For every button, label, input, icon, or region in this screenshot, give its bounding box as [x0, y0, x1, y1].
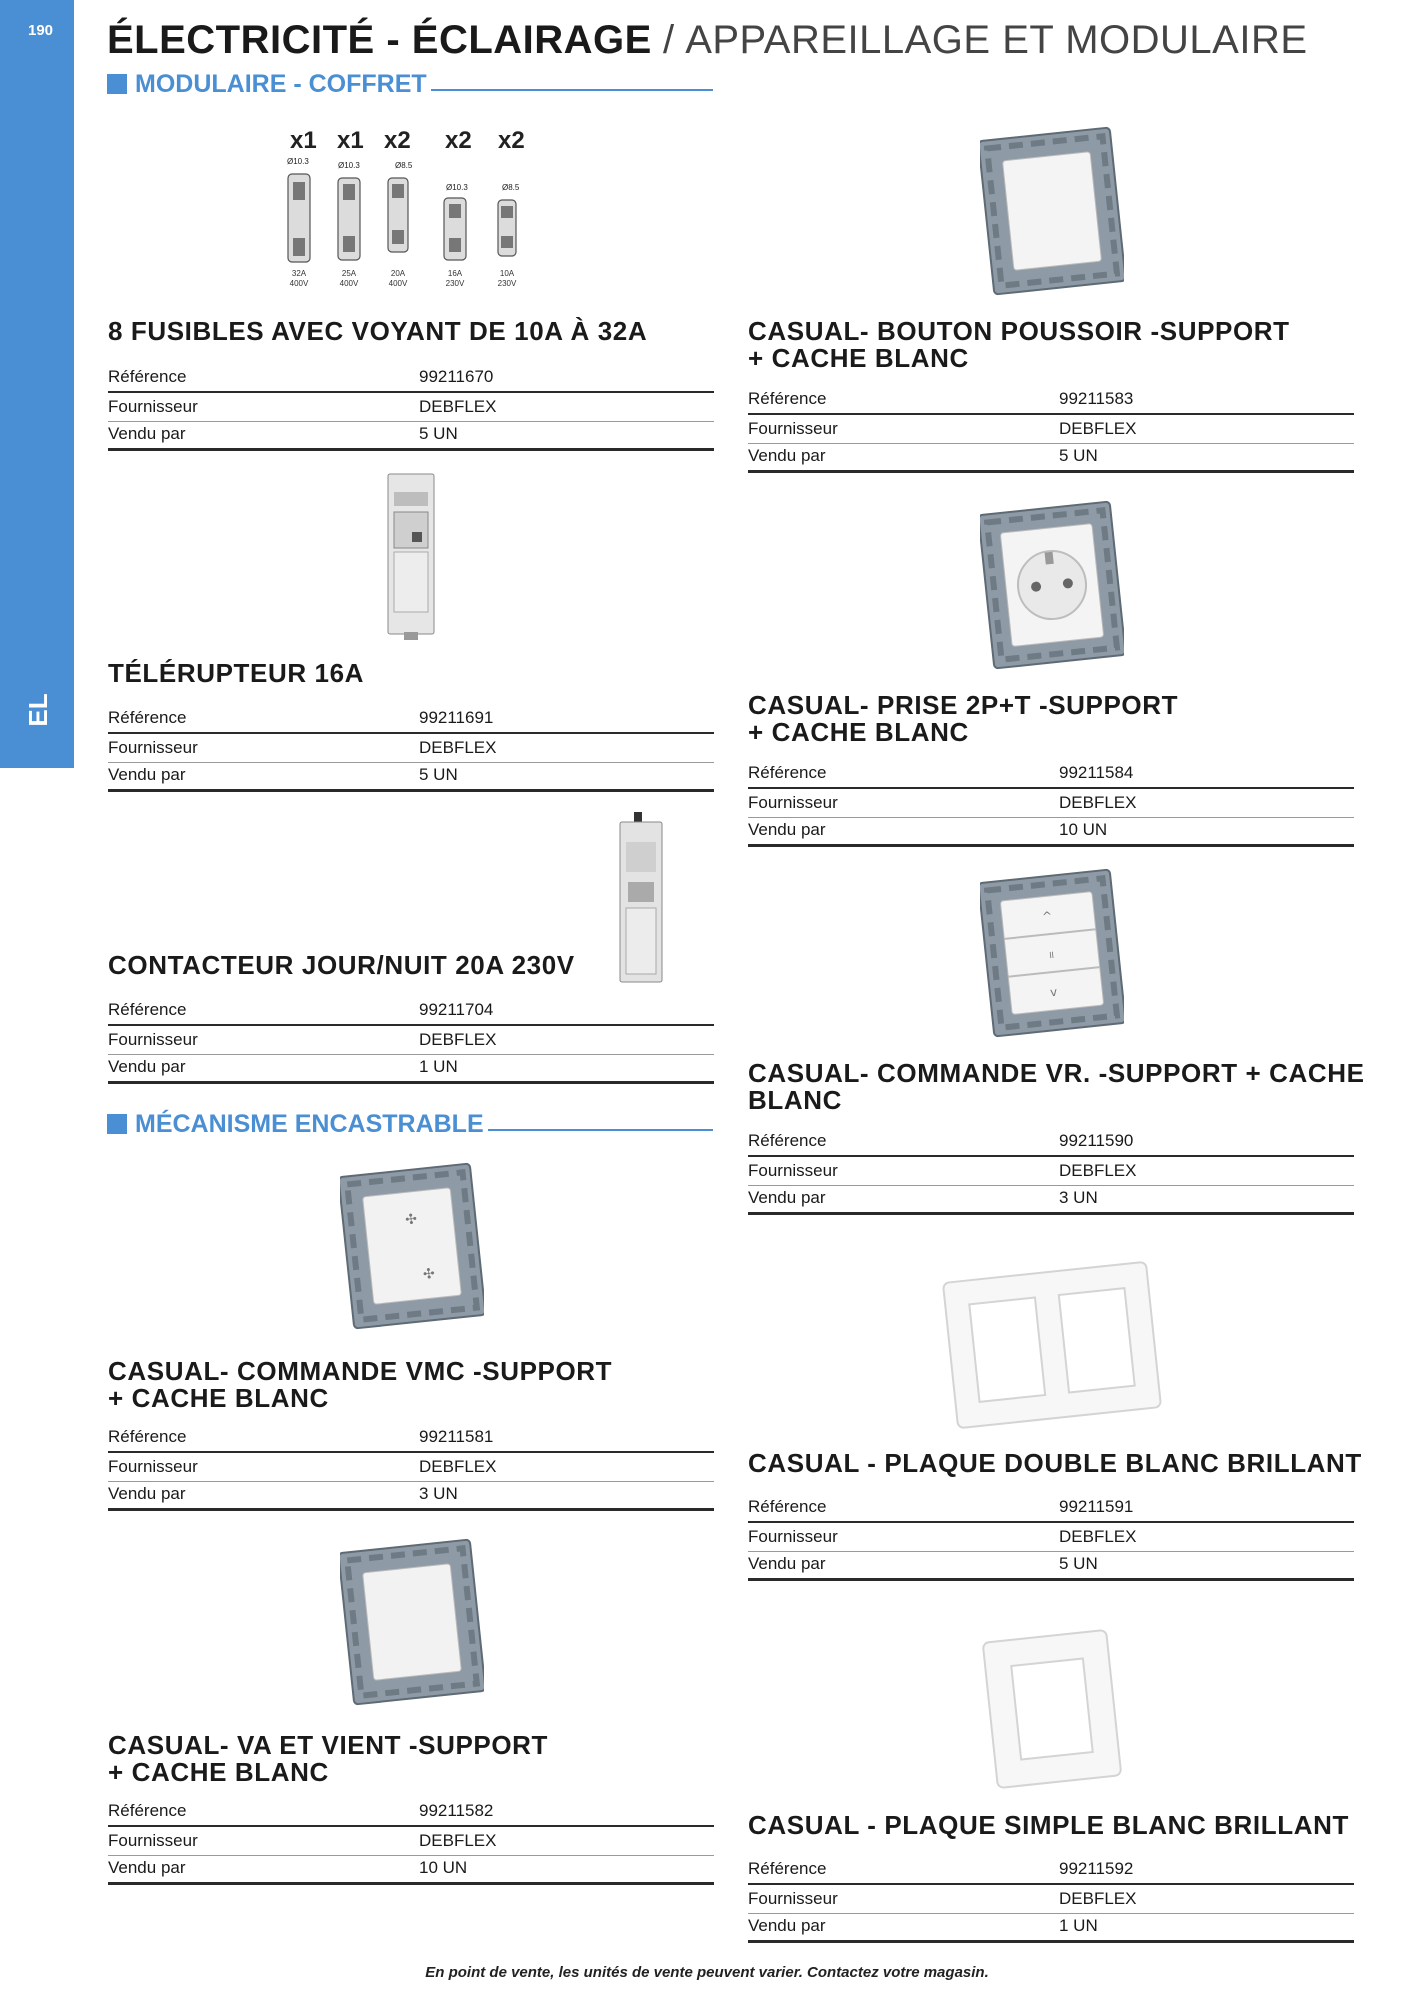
fuse-rating: 25A: [341, 269, 357, 278]
fuse-diameter: Ø8.5: [395, 161, 413, 170]
spec-value: 99211590: [1059, 1131, 1134, 1150]
spec-label: Référence: [748, 389, 827, 408]
spec-row-supplier: [748, 1885, 1354, 1914]
spec-row-reference: [108, 1798, 714, 1827]
spec-label: Fournisseur: [748, 1161, 838, 1180]
spec-table: [108, 997, 714, 1084]
spec-row-sold-by: [748, 818, 1354, 847]
spec-value: 5 UN: [419, 424, 458, 443]
fuse-rating: 10A: [499, 269, 515, 278]
spec-row-reference: [108, 705, 714, 734]
svg-text:✣: ✣: [404, 1211, 418, 1229]
section-modulaire-coffret: [107, 69, 713, 99]
spec-row-reference: [748, 386, 1354, 415]
fuse-diameter: Ø10.3: [287, 157, 309, 166]
product-title: [748, 692, 1178, 746]
title-separator: /: [651, 18, 686, 62]
spec-row-sold-by: [108, 1055, 714, 1084]
product-title: CASUAL - PLAQUE DOUBLE BLANC BRILLANT: [748, 1448, 1362, 1478]
spec-row-reference: [748, 1128, 1354, 1157]
spec-label: Vendu par: [108, 424, 186, 443]
spec-row-sold-by: [748, 1914, 1354, 1943]
spec-label: Vendu par: [108, 1057, 186, 1076]
spec-table: [748, 1128, 1354, 1215]
fuse-diameter: Ø8.5: [502, 183, 520, 192]
spec-label: Fournisseur: [108, 1831, 198, 1850]
spec-row-supplier: [108, 1827, 714, 1856]
spec-value: 5 UN: [1059, 1554, 1098, 1573]
spec-table: [108, 1798, 714, 1885]
spec-value: 3 UN: [419, 1484, 458, 1503]
section-rule: [431, 89, 713, 91]
spec-row-supplier: [108, 1026, 714, 1055]
spec-label: Vendu par: [748, 1188, 826, 1207]
spec-label: Vendu par: [748, 446, 826, 465]
spec-value: DEBFLEX: [419, 738, 497, 757]
spec-row-sold-by: [108, 1482, 714, 1511]
fuse-rating: 16A: [447, 269, 463, 278]
spec-label: Fournisseur: [748, 1527, 838, 1546]
product-title-line: CASUAL- VA ET VIENT -SUPPORT: [108, 1730, 549, 1760]
fuse-voltage: 400V: [339, 279, 359, 288]
spec-value: DEBFLEX: [419, 397, 497, 416]
spec-value: DEBFLEX: [1059, 1889, 1137, 1908]
fuse-voltage: 230V: [497, 279, 517, 288]
section-marker-icon: [107, 74, 127, 94]
bouton-poussoir-image: [980, 126, 1124, 296]
vmc-switch-image: [340, 1162, 484, 1330]
spec-value: 99211591: [1059, 1497, 1134, 1516]
spec-label: Référence: [748, 1131, 827, 1150]
spec-value: DEBFLEX: [1059, 1161, 1137, 1180]
fuse-diameter: Ø10.3: [338, 161, 360, 170]
spec-row-reference: [748, 760, 1354, 789]
spec-row-reference: [748, 1856, 1354, 1885]
spec-label: Vendu par: [108, 765, 186, 784]
spec-value: 10 UN: [419, 1858, 468, 1877]
fuse-diameter: Ø10.3: [446, 183, 468, 192]
spec-value: 5 UN: [419, 765, 458, 784]
product-title-line: + CACHE BLANC: [748, 717, 969, 747]
product-title-line: + CACHE BLANC: [748, 343, 969, 373]
spec-label: Référence: [748, 1859, 827, 1878]
spec-value: 99211704: [419, 1000, 494, 1019]
spec-row-reference: [108, 364, 714, 393]
spec-value: 99211691: [419, 708, 494, 727]
spec-row-sold-by: [748, 1552, 1354, 1581]
svg-text:^: ^: [1041, 908, 1053, 924]
spec-value: DEBFLEX: [419, 1030, 497, 1049]
fuses-image: [280, 128, 540, 298]
spec-table: [108, 364, 714, 451]
spec-table: [748, 1856, 1354, 1943]
spec-label: Référence: [108, 708, 187, 727]
product-title-line: CASUAL- COMMANDE VMC -SUPPORT: [108, 1356, 613, 1386]
fuse-count: x1: [290, 128, 317, 154]
plaque-double-image: [940, 1258, 1164, 1432]
telerupteur-image: [386, 472, 438, 642]
spec-row-supplier: [748, 415, 1354, 444]
spec-value: DEBFLEX: [1059, 793, 1137, 812]
spec-label: Vendu par: [108, 1484, 186, 1503]
section-title: MODULAIRE - COFFRET: [135, 69, 427, 98]
fuse-count: x2: [384, 128, 411, 154]
spec-row-reference: [748, 1494, 1354, 1523]
spec-row-supplier: [108, 1453, 714, 1482]
product-title-line: + CACHE BLANC: [108, 1383, 329, 1413]
fuse-rating: 32A: [291, 269, 307, 278]
spec-label: Fournisseur: [748, 419, 838, 438]
prise-image: [980, 500, 1124, 670]
product-title: CONTACTEUR JOUR/NUIT 20A 230V: [108, 950, 575, 980]
title-sub: APPAREILLAGE ET MODULAIRE: [685, 18, 1308, 62]
fuse-voltage: 230V: [445, 279, 465, 288]
spec-row-reference: [108, 997, 714, 1026]
spec-value: DEBFLEX: [1059, 419, 1137, 438]
product-title: [748, 318, 1290, 372]
spec-label: Référence: [748, 763, 827, 782]
spec-row-reference: [108, 1424, 714, 1453]
spec-value: DEBFLEX: [419, 1457, 497, 1476]
fuse-voltage: 400V: [388, 279, 408, 288]
spec-label: Fournisseur: [748, 1889, 838, 1908]
category-tag: EL: [23, 693, 53, 727]
spec-label: Fournisseur: [748, 793, 838, 812]
spec-label: Vendu par: [748, 820, 826, 839]
product-title-line: CASUAL- COMMANDE VR. -SUPPORT + CACHE: [748, 1058, 1365, 1088]
product-title: [108, 1358, 612, 1412]
svg-text:॥: ॥: [1047, 949, 1055, 962]
spec-row-supplier: [108, 393, 714, 422]
fuse-rating: 20A: [390, 269, 406, 278]
fuse-count: x2: [498, 128, 525, 154]
spec-value: 99211583: [1059, 389, 1134, 408]
product-title-line: CASUAL- PRISE 2P+T -SUPPORT: [748, 690, 1179, 720]
spec-row-sold-by: [108, 1856, 714, 1885]
spec-label: Référence: [748, 1497, 827, 1516]
spec-row-sold-by: [748, 1186, 1354, 1215]
section-title: MÉCANISME ENCASTRABLE: [135, 1109, 484, 1138]
spec-value: 1 UN: [1059, 1916, 1098, 1935]
section-mecanisme-encastrable: [107, 1109, 713, 1139]
spec-label: Fournisseur: [108, 397, 198, 416]
product-title-line: + CACHE BLANC: [108, 1757, 329, 1787]
product-title: [108, 1732, 548, 1786]
spec-label: Référence: [108, 1000, 187, 1019]
spec-value: 3 UN: [1059, 1188, 1098, 1207]
spec-label: Vendu par: [108, 1858, 186, 1877]
product-title: CASUAL - PLAQUE SIMPLE BLANC BRILLANT: [748, 1810, 1349, 1840]
spec-row-supplier: [748, 789, 1354, 818]
spec-label: Vendu par: [748, 1916, 826, 1935]
commande-vr-image: [980, 868, 1124, 1038]
spec-value: 99211670: [419, 367, 494, 386]
spec-table: [108, 1424, 714, 1511]
spec-table: [748, 1494, 1354, 1581]
contacteur-image: [618, 812, 666, 986]
spec-label: Vendu par: [748, 1554, 826, 1573]
va-et-vient-switch-image: [340, 1538, 484, 1706]
section-rule: [488, 1129, 713, 1131]
spec-value: 10 UN: [1059, 820, 1108, 839]
page-number: 190: [28, 22, 54, 39]
spec-value: 99211592: [1059, 1859, 1134, 1878]
spec-row-supplier: [748, 1523, 1354, 1552]
spec-value: 99211584: [1059, 763, 1134, 782]
spec-label: Fournisseur: [108, 1030, 198, 1049]
fuse-voltage: 400V: [289, 279, 309, 288]
spec-value: 99211582: [419, 1801, 494, 1820]
spec-value: 99211581: [419, 1427, 494, 1446]
spec-value: 1 UN: [419, 1057, 458, 1076]
spec-label: Référence: [108, 1427, 187, 1446]
spec-value: DEBFLEX: [1059, 1527, 1137, 1546]
product-title-line: BLANC: [748, 1085, 842, 1115]
spec-label: Fournisseur: [108, 1457, 198, 1476]
fuse-count: x1: [337, 128, 364, 154]
spec-table: [108, 705, 714, 792]
product-title: TÉLÉRUPTEUR 16A: [108, 658, 365, 688]
side-band: [0, 0, 74, 768]
footer-note: En point de vente, les unités de vente peuvent varier. Contactez votre magasin.: [425, 1964, 989, 1981]
spec-row-supplier: [748, 1157, 1354, 1186]
product-title: 8 FUSIBLES AVEC VOYANT DE 10A À 32A: [108, 316, 648, 346]
svg-text:✣: ✣: [422, 1265, 436, 1283]
spec-label: Fournisseur: [108, 738, 198, 757]
spec-value: DEBFLEX: [419, 1831, 497, 1850]
spec-row-sold-by: [108, 763, 714, 792]
spec-value: 5 UN: [1059, 446, 1098, 465]
spec-label: Référence: [108, 367, 187, 386]
page-title: [107, 16, 1308, 64]
spec-row-sold-by: [108, 422, 714, 451]
fuse-count: x2: [445, 128, 472, 154]
section-marker-icon: [107, 1114, 127, 1134]
plaque-simple-image: [980, 1622, 1124, 1796]
spec-row-supplier: [108, 734, 714, 763]
product-title: [748, 1060, 1365, 1114]
spec-label: Référence: [108, 1801, 187, 1820]
title-main: ÉLECTRICITÉ - ÉCLAIRAGE: [107, 18, 652, 62]
spec-table: [748, 760, 1354, 847]
spec-row-sold-by: [748, 444, 1354, 473]
spec-table: [748, 386, 1354, 473]
product-title-line: CASUAL- BOUTON POUSSOIR -SUPPORT: [748, 316, 1290, 346]
svg-text:v: v: [1049, 984, 1058, 1000]
